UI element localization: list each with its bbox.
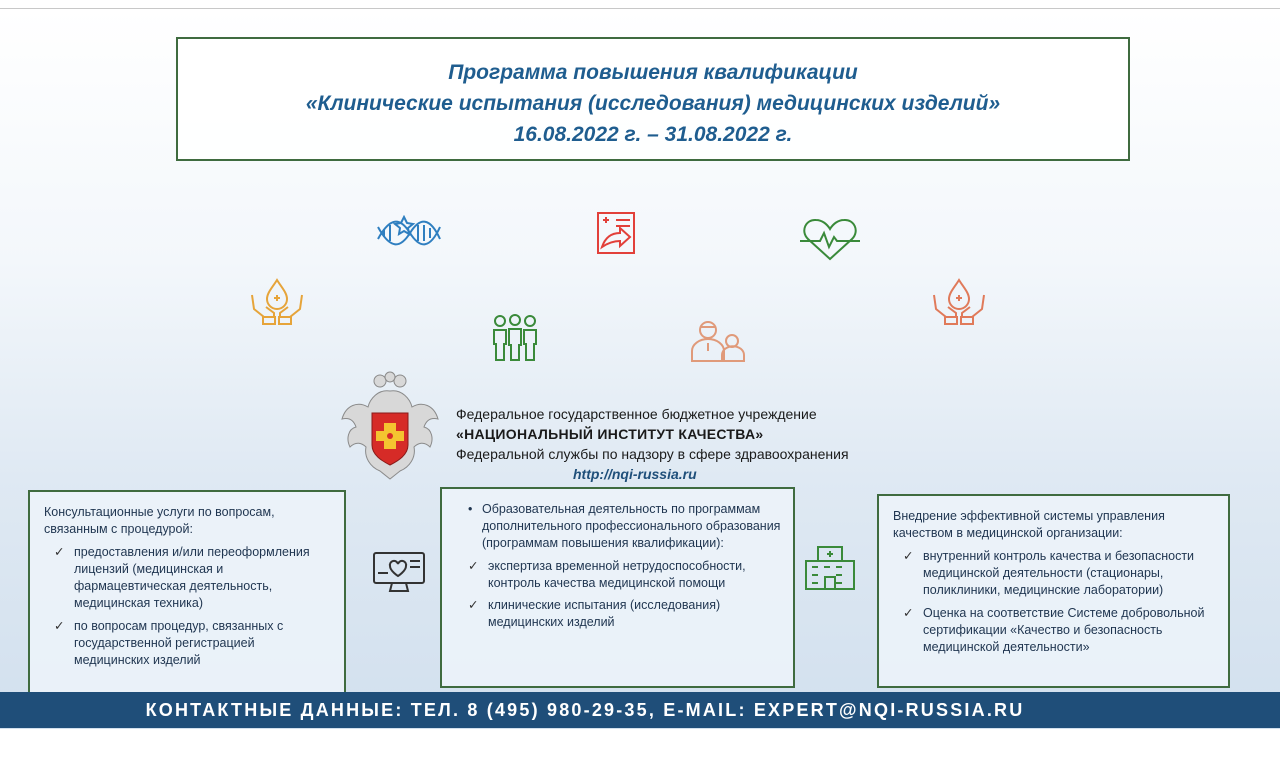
- organization-info: [456, 404, 849, 484]
- list-item: ✓ клинические испытания (исследования) медицинских изделий: [454, 597, 783, 631]
- title-dates: 16.08.2022 г. – 31.08.2022 г.: [513, 123, 793, 146]
- monitor-heart-icon: [372, 551, 426, 593]
- title-box: [176, 37, 1130, 161]
- consulting-panel: [28, 490, 346, 694]
- quality-panel: [877, 494, 1230, 688]
- dna-icon: [374, 215, 444, 251]
- org-url[interactable]: http://nqi-russia.ru: [573, 466, 697, 482]
- hands-drop-icon: [932, 277, 986, 327]
- heart-pulse-icon: [798, 217, 862, 263]
- slide: [0, 8, 1280, 729]
- list-item: ✓ экспертиза временной нетрудоспособности, контроль качества медицинской помощи: [454, 558, 783, 592]
- contacts-text: КОНТАКТНЫЕ ДАННЫЕ: ТЕЛ. 8 (495) 980-29-35, E-MAIL: EXPERT@NQI-RUSSIA.RU: [145, 700, 1025, 720]
- org-name: «НАЦИОНАЛЬНЫЙ ИНСТИТУТ КАЧЕСТВА»: [456, 426, 764, 442]
- title-line-1: Программа повышения квалификации: [448, 61, 858, 84]
- org-type: Федеральное государственное бюджетное учреждение: [456, 406, 817, 422]
- education-heading: • Образовательная деятельность по программам дополнительного профессионального образования (программам повышения квалификации):: [454, 501, 783, 552]
- list-item: ✓ внутренний контроль качества и безопасности медицинской деятельности (стационары, поликлиники, медицинские лаборатории): [893, 548, 1218, 599]
- people-group-icon: [490, 314, 540, 362]
- coat-of-arms-icon: [340, 371, 440, 486]
- title-line-2: «Клинические испытания (исследования) медицинских изделий»: [305, 92, 1001, 115]
- quality-heading: Внедрение эффективной системы управления качеством в медицинской организации:: [893, 509, 1165, 540]
- contacts-footer: [0, 692, 1280, 728]
- org-affiliation: Федеральной службы по надзору в сфере здравоохранения: [456, 446, 849, 462]
- consulting-heading: Консультационные услуги по вопросам, связанным с процедурой:: [44, 505, 275, 536]
- doctor-patient-icon: [690, 319, 746, 363]
- hands-drop-icon: [250, 277, 304, 327]
- hospital-icon: [804, 545, 856, 591]
- list-item: ✓ по вопросам процедур, связанных с государственной регистрацией медицинских изделий: [44, 618, 332, 669]
- education-panel: [440, 487, 795, 688]
- list-item: ✓ Оценка на соответствие Системе добровольной сертификации «Качество и безопасность медицинской деятельности»: [893, 605, 1218, 656]
- list-item: ✓ предоставления и/или переоформления лицензий (медицинская и фармацевтическая деятельность, медицинская техника): [44, 544, 332, 612]
- document-arrow-icon: [596, 211, 638, 255]
